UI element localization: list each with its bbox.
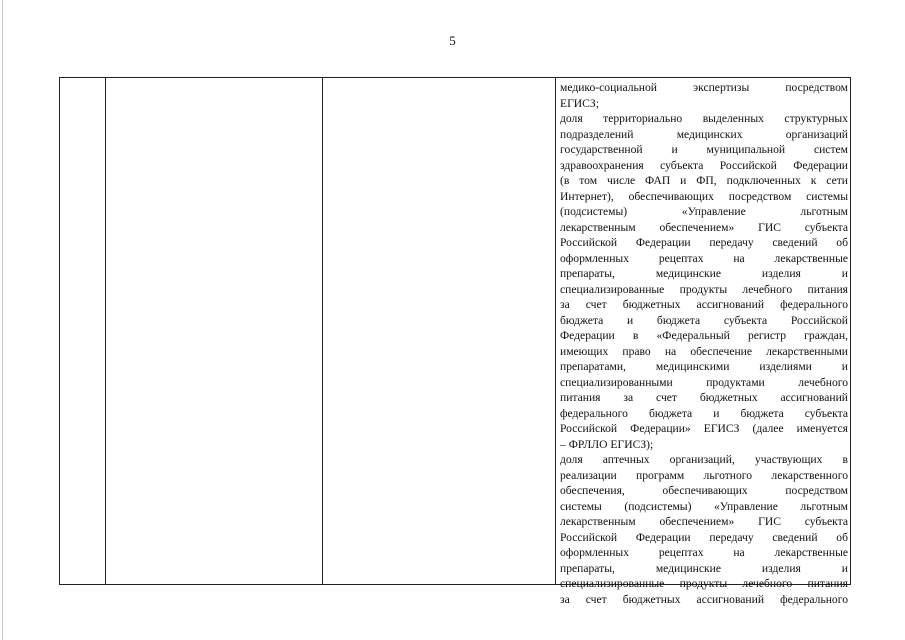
text-line: (в том числе ФАП и ФП, подключенных к сети: [560, 174, 848, 187]
text-line: Интернет), обеспечивающих посредством системы: [560, 189, 848, 203]
text-line: препараты, медицинские изделия и: [560, 267, 848, 280]
text-line: доля территориально выделенных структурных: [560, 112, 848, 125]
text-line: специализированными продуктами лечебного: [560, 375, 848, 389]
text-line: оформленных рецептах на лекарственные: [560, 546, 848, 559]
text-line: препараты, медицинские изделия и: [560, 561, 848, 575]
text-line: реализации программ льготного лекарственного: [560, 468, 848, 482]
text-line: имеющих право на обеспечение лекарственными: [560, 344, 848, 358]
page-number: 5: [449, 33, 456, 48]
document-table: [59, 77, 851, 606]
text-line: (подсистемы) «Управление льготным: [560, 205, 848, 218]
column-divider-2: [322, 78, 323, 584]
text-line: подразделений медицинских организаций: [560, 127, 848, 141]
scan-edge-line: [2, 0, 3, 640]
text-line: системы (подсистемы) «Управление льготным: [560, 499, 848, 513]
text-line: Российской Федерации передачу сведений об: [560, 236, 848, 249]
text-line: здравоохранения субъекта Российской Федерации: [560, 158, 848, 172]
text-line: бюджета и бюджета субъекта Российской: [560, 313, 848, 327]
text-line: специализированные продукты лечебного питания: [560, 577, 848, 590]
text-line: специализированные продукты лечебного питания: [560, 282, 848, 296]
text-line: препаратами, медицинскими изделиями и: [560, 360, 848, 373]
column-divider-3: [555, 78, 556, 584]
text-line: питания за счет бюджетных ассигнований: [560, 391, 848, 404]
text-line: оформленных рецептах на лекарственные: [560, 251, 848, 265]
text-line: лекарственным обеспечением» ГИС субъекта: [560, 220, 848, 234]
text-line: обеспечения, обеспечивающих посредством: [560, 484, 848, 497]
text-line: государственной и муниципальной систем: [560, 143, 848, 156]
text-line: за счет бюджетных ассигнований федерального: [560, 592, 848, 606]
text-line: Федерации в «Федеральный регистр граждан,: [560, 329, 848, 342]
text-line: лекарственным обеспечением» ГИС субъекта: [560, 515, 848, 528]
text-line: Российской Федерации» ЕГИСЗ (далее именуется: [560, 422, 848, 435]
text-line: федерального бюджета и бюджета субъекта: [560, 406, 848, 420]
text-line: доля аптечных организаций, участвующих в: [560, 453, 848, 466]
text-line: Российской Федерации передачу сведений об: [560, 530, 848, 544]
text-line: – ФРЛЛО ЕГИСЗ);: [560, 437, 654, 451]
table-cell-description: [560, 80, 848, 606]
text-line: за счет бюджетных ассигнований федерального: [560, 298, 848, 311]
text-line: медико-социальной экспертизы посредством: [560, 81, 848, 94]
text-line: ЕГИСЗ;: [560, 96, 599, 110]
column-divider-1: [105, 78, 106, 584]
